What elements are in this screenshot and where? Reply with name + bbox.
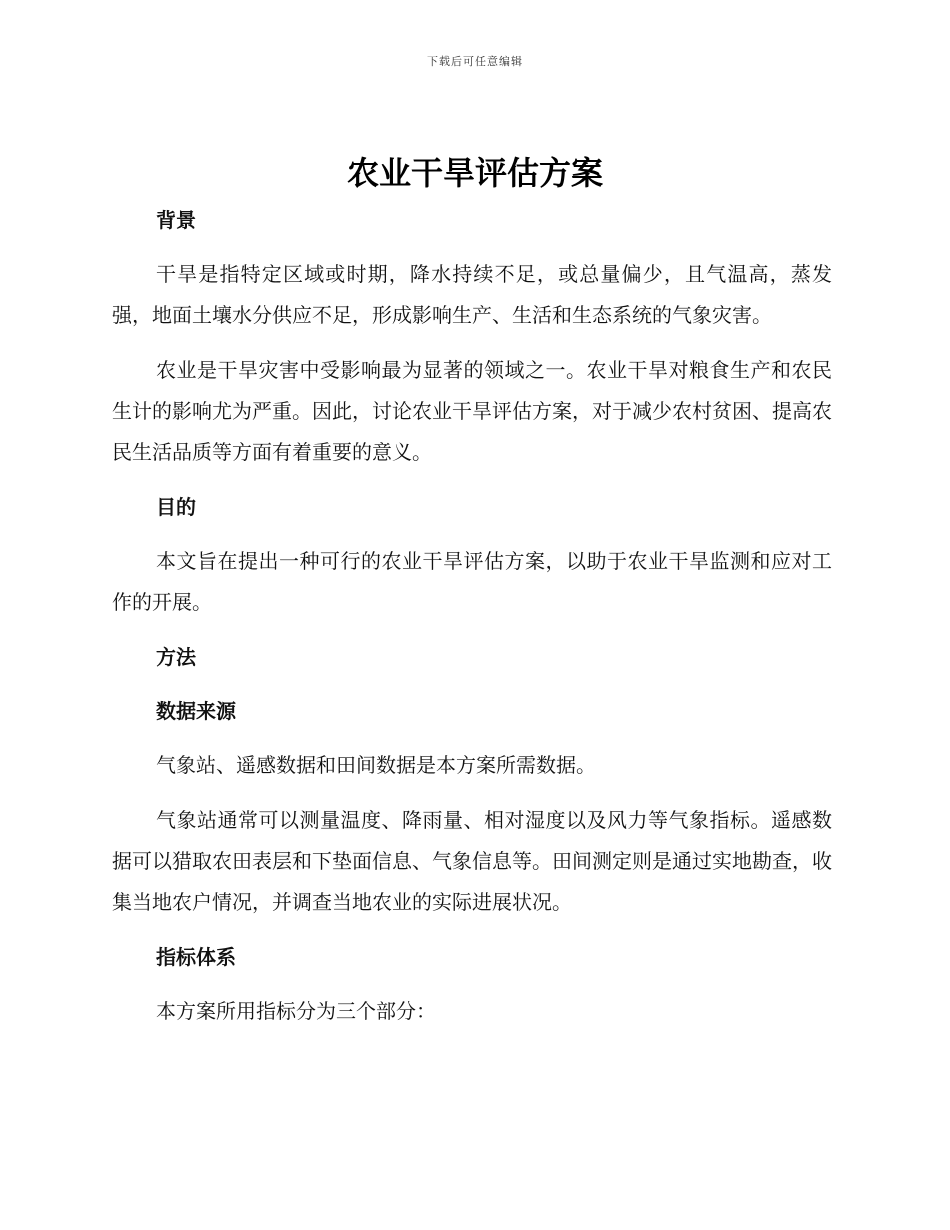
- section-heading-method: 方法: [156, 645, 196, 669]
- paragraph-data-source-2: 气象站通常可以测量温度、降雨量、相对湿度以及风力等气象指标。遥感数据可以猎取农田表层和下垫面信息、气象信息等。田间测定则是通过实地勘查，收集当地农户情况，并调查当地农业的实际进展状况。: [112, 808, 832, 914]
- section-heading-purpose: 目的: [156, 495, 196, 519]
- section-heading-indicator-system: 指标体系: [156, 945, 236, 969]
- page-header-note: 下载后可任意编辑: [427, 55, 523, 68]
- document-body: [112, 200, 832, 1032]
- paragraph-data-source-1: 气象站、遥感数据和田间数据是本方案所需数据。: [156, 753, 596, 777]
- paragraph-background-2: 农业是干旱灾害中受影响最为显著的领域之一。农业干旱对粮食生产和农民生计的影响尤为严重。因此，讨论农业干旱评估方案，对于减少农村贫困、提高农民生活品质等方面有着重要的意义。: [112, 358, 832, 464]
- document-title: 农业干旱评估方案: [346, 154, 603, 192]
- paragraph-purpose-1: 本文旨在提出一种可行的农业干旱评估方案，以助于农业干旱监测和应对工作的开展。: [112, 549, 832, 614]
- section-heading-background: 背景: [156, 208, 196, 232]
- paragraph-background-1: 干旱是指特定区域或时期，降水持续不足，或总量偏少，且气温高，蒸发强，地面土壤水分供应不足，形成影响生产、生活和生态系统的气象灾害。: [112, 262, 832, 327]
- paragraph-indicator-system-1: 本方案所用指标分为三个部分：: [156, 999, 436, 1023]
- section-heading-data-source: 数据来源: [156, 699, 236, 723]
